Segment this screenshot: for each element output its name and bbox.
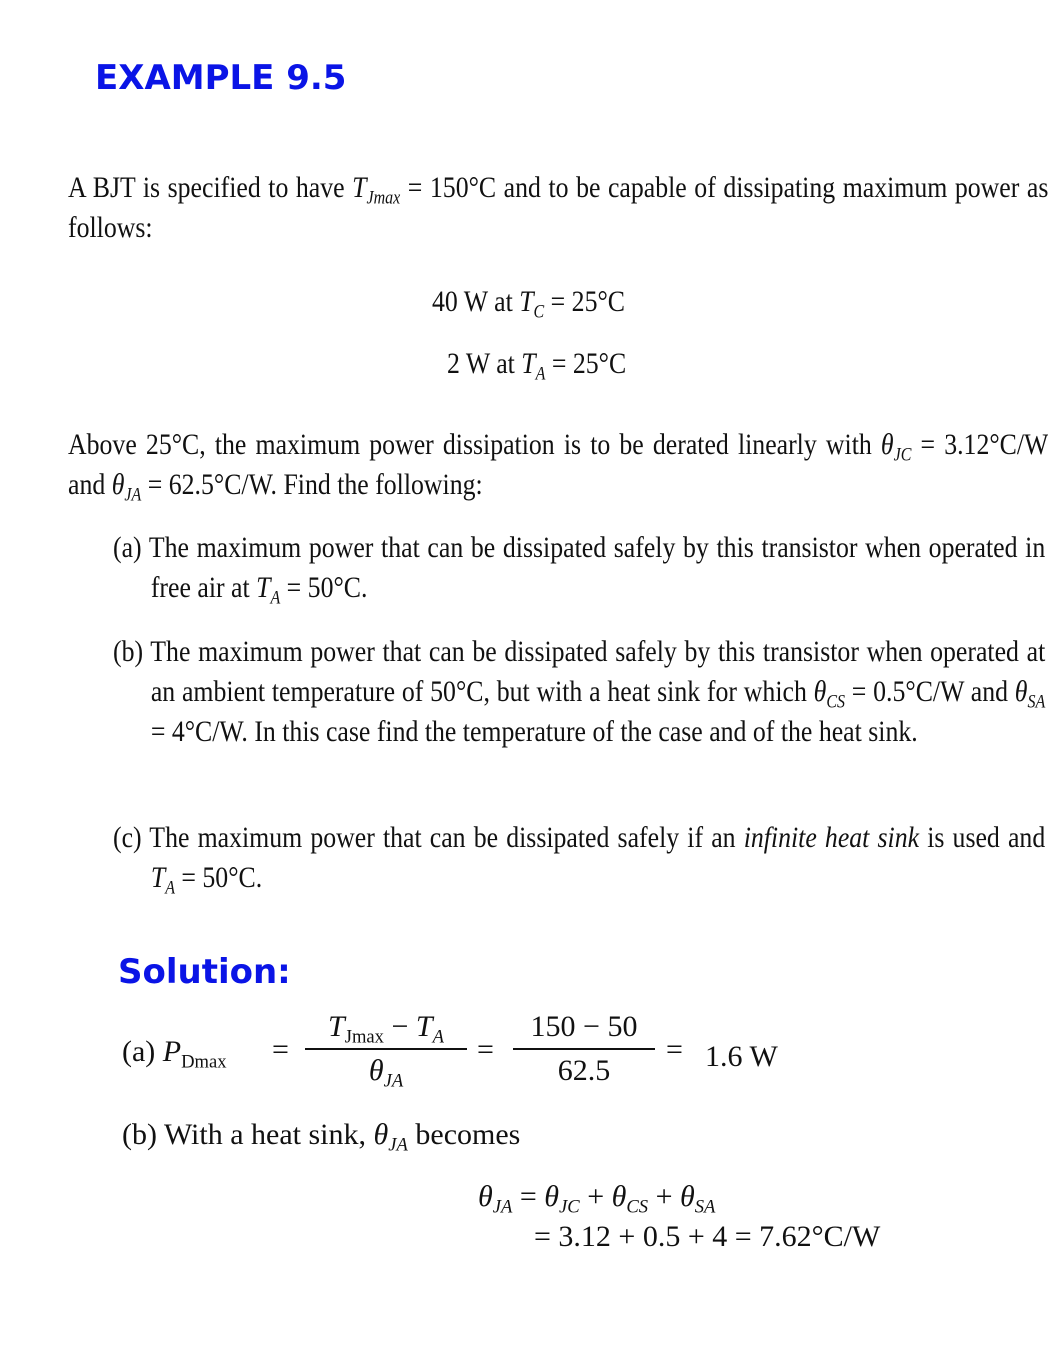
page-title: EXAMPLE 9.5 bbox=[95, 58, 347, 98]
var-sub: JA bbox=[124, 484, 142, 506]
fraction-bar bbox=[305, 1048, 467, 1050]
var-p: P bbox=[162, 1035, 182, 1068]
equals-sign: = bbox=[272, 1033, 289, 1066]
var-t: T bbox=[521, 347, 536, 380]
item-text-end: = 4°C/W. In this case find the temperature of the case and of the heat sink. bbox=[150, 715, 918, 748]
list-item-c bbox=[113, 818, 1045, 898]
item-text: The maximum power that can be dissipated safely if an bbox=[141, 821, 744, 854]
var-theta: θ bbox=[368, 1054, 384, 1087]
var-sub: A bbox=[535, 363, 546, 385]
equals-sign: = bbox=[477, 1033, 494, 1066]
var-sub: CS bbox=[626, 1196, 649, 1218]
theta-sum-result: = 3.12 + 0.5 + 4 = 7.62°C/W bbox=[534, 1220, 881, 1253]
var-theta: θ bbox=[680, 1180, 695, 1213]
minus-op: − bbox=[383, 1010, 416, 1043]
var-t: T bbox=[519, 285, 534, 318]
spec-pre: 40 W at bbox=[432, 285, 520, 318]
fraction-numerator bbox=[305, 1010, 467, 1048]
var-sub: JC bbox=[559, 1196, 580, 1218]
var-t: T bbox=[328, 1010, 345, 1043]
derate-text: = 3.12°C/W and bbox=[68, 428, 1048, 501]
fraction-numeric bbox=[513, 1010, 655, 1088]
var-sub: A bbox=[165, 877, 175, 899]
plus-op: + bbox=[579, 1180, 612, 1213]
spec-pre: 2 W at bbox=[447, 347, 522, 380]
item-label: (b) bbox=[113, 635, 144, 668]
equals-op: = bbox=[512, 1180, 545, 1213]
fraction-symbolic bbox=[305, 1010, 467, 1092]
fraction-numerator: 150 − 50 bbox=[530, 1010, 638, 1043]
spec-post: = 25°C bbox=[544, 285, 626, 318]
var-sub: SA bbox=[1027, 691, 1046, 713]
equals-sign: = bbox=[666, 1033, 683, 1066]
var-theta: θ bbox=[880, 428, 894, 461]
list-item-b bbox=[113, 632, 1045, 752]
item-label: (c) bbox=[113, 821, 142, 854]
spec-post: = 25°C bbox=[545, 347, 627, 380]
spec-line-case bbox=[432, 285, 626, 323]
item-text: The maximum power that can be dissipated safely by this transistor when operated at an ambient temperature of 50°C, but with a heat sink for which bbox=[143, 635, 1046, 708]
solution-b-intro: (b) With a heat sink, bbox=[122, 1118, 374, 1151]
derating-paragraph bbox=[68, 425, 1048, 505]
fraction-denominator bbox=[305, 1054, 467, 1092]
intro-paragraph bbox=[68, 168, 1048, 248]
var-sub: Jmax bbox=[344, 1026, 384, 1048]
var-theta: θ bbox=[813, 675, 827, 708]
solution-label: (a) bbox=[122, 1035, 163, 1068]
fraction-bar bbox=[513, 1048, 655, 1050]
var-theta: θ bbox=[544, 1180, 560, 1213]
item-text-end: = 50°C. bbox=[280, 571, 368, 604]
var-theta: θ bbox=[1014, 675, 1028, 708]
solution-b-end: becomes bbox=[407, 1118, 521, 1151]
var-theta: θ bbox=[373, 1118, 389, 1151]
item-text-end: = 50°C. bbox=[174, 861, 263, 894]
theta-sum-equation bbox=[478, 1180, 716, 1218]
var-sub: JA bbox=[383, 1070, 404, 1092]
derate-text: Above 25°C, the maximum power dissipation is to be derated linearly with bbox=[68, 428, 881, 461]
item-emphasis: infinite heat sink bbox=[743, 821, 920, 854]
var-t: T bbox=[415, 1010, 433, 1043]
var-t: T bbox=[150, 861, 166, 894]
var-sub: Dmax bbox=[181, 1051, 227, 1073]
var-sub: A bbox=[270, 587, 281, 609]
solution-a-result: 1.6 W bbox=[705, 1040, 778, 1073]
plus-op: + bbox=[648, 1180, 680, 1213]
var-theta: θ bbox=[111, 468, 125, 501]
fraction-denominator: 62.5 bbox=[557, 1054, 611, 1087]
derate-text: = 62.5°C/W. Find the following: bbox=[141, 468, 483, 501]
var-sub: SA bbox=[694, 1196, 716, 1218]
var-t: T bbox=[256, 571, 271, 604]
solution-title: Solution: bbox=[118, 952, 291, 992]
var-sub: JA bbox=[492, 1196, 513, 1218]
item-text: The maximum power that can be dissipated safely by this transistor when operated in free air at bbox=[141, 531, 1046, 604]
var-theta: θ bbox=[611, 1180, 627, 1213]
list-item-a bbox=[113, 528, 1045, 608]
var-sub: JA bbox=[388, 1134, 408, 1156]
var-sub: CS bbox=[826, 691, 845, 713]
solution-b-text bbox=[122, 1118, 521, 1156]
intro-text-end: = 150°C and to be capable of dissipating maximum power as follows: bbox=[68, 171, 1048, 244]
var-sub: JC bbox=[893, 444, 912, 466]
var-sub: A bbox=[432, 1026, 444, 1048]
intro-text: A BJT is specified to have bbox=[68, 171, 353, 204]
item-label: (a) bbox=[113, 531, 142, 564]
spec-line-ambient bbox=[447, 347, 627, 385]
solution-a-lhs bbox=[122, 1035, 227, 1073]
var-theta: θ bbox=[478, 1180, 493, 1213]
var-sub: C bbox=[533, 301, 545, 323]
var-t: T bbox=[352, 171, 367, 204]
item-text: is used and bbox=[919, 821, 1046, 854]
item-text: = 0.5°C/W and bbox=[844, 675, 1015, 708]
var-sub: Jmax bbox=[366, 187, 401, 209]
